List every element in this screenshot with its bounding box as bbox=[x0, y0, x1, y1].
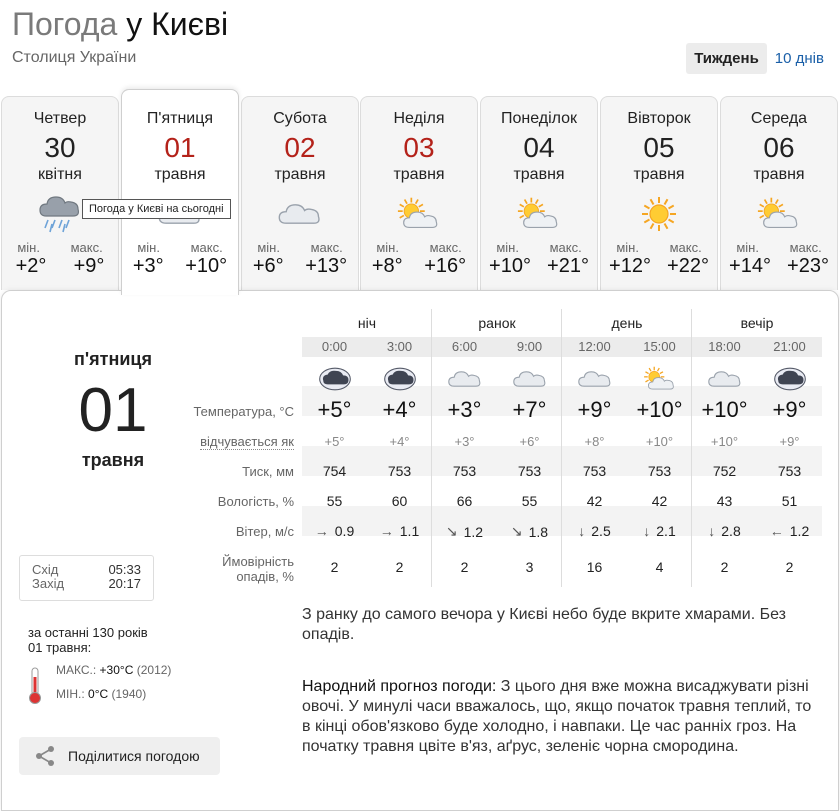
min-temp: +6° bbox=[252, 255, 284, 277]
hour-icon-cell bbox=[627, 361, 692, 397]
row-label-pressure bbox=[152, 464, 294, 479]
history-max-year: (2012) bbox=[136, 663, 172, 677]
hour-temp: +10° bbox=[701, 397, 748, 422]
min-temp: +3° bbox=[132, 255, 164, 277]
hour-pressure: 753 bbox=[582, 463, 607, 479]
hour-feels: +8° bbox=[584, 434, 605, 449]
max-label: макс. bbox=[190, 240, 223, 255]
share-label: Поділитися погодою bbox=[68, 748, 200, 764]
day-tab-name: Четвер bbox=[33, 110, 87, 127]
folk-text: З цього дня вже можна висаджувати різні овочі. У минулі часи вважалось, що, якщо початок травня теплий, то в кінці обов'язково буде холодно, і навпаки. Це час ранніх гроз. На початку травня цвіте в'яз, аґрус, зеленіє чорна смородина. bbox=[302, 678, 812, 755]
hour-wind bbox=[367, 523, 432, 539]
hour-wind bbox=[562, 523, 627, 539]
hour-pressure: 754 bbox=[322, 463, 347, 479]
cloud-icon bbox=[692, 361, 757, 397]
hour-icon-cell bbox=[562, 361, 627, 397]
history-line1: за останні 130 років bbox=[28, 625, 148, 640]
cloud-icon bbox=[432, 361, 497, 397]
hour-precip: 4 bbox=[655, 559, 664, 575]
week-button[interactable]: Тиждень bbox=[686, 43, 767, 74]
thermometer-icon bbox=[28, 667, 42, 705]
min-temp: +10° bbox=[489, 255, 531, 277]
tooltip: Погода у Києві на сьогодні bbox=[82, 199, 231, 219]
hour-time: 9:00 bbox=[516, 339, 543, 354]
hour-temp: +4° bbox=[382, 397, 417, 422]
sun-icon bbox=[601, 190, 717, 238]
hour-wind bbox=[302, 523, 367, 539]
day-tab-number: 01 bbox=[164, 132, 196, 163]
hour-temp: +3° bbox=[447, 397, 482, 422]
title-city: у Києві bbox=[126, 6, 229, 42]
min-label: мін. bbox=[257, 240, 280, 255]
page-title bbox=[12, 6, 228, 43]
hour-wind bbox=[432, 523, 497, 540]
day-tab-name: П'ятниця bbox=[146, 110, 214, 127]
hour-icon-cell bbox=[497, 361, 562, 397]
period-label: вечір bbox=[740, 315, 774, 331]
history-heading bbox=[28, 625, 148, 655]
min-temp: +12° bbox=[609, 255, 651, 277]
row-label-precip-2: опадів, % bbox=[236, 569, 294, 584]
share-button[interactable] bbox=[19, 737, 220, 775]
day-tab-month: травня bbox=[513, 166, 565, 183]
day-tab-month: травня bbox=[274, 166, 326, 183]
wind-direction-icon: → bbox=[314, 523, 329, 539]
max-temp: +16° bbox=[424, 255, 467, 277]
selected-day-name: п'ятниця bbox=[74, 349, 152, 369]
max-label: макс. bbox=[310, 240, 343, 255]
wind-direction-icon: → bbox=[379, 523, 394, 539]
max-label: макс. bbox=[429, 240, 462, 255]
hour-precip: 2 bbox=[330, 559, 339, 575]
hour-pressure: 753 bbox=[517, 463, 542, 479]
hour-time: 3:00 bbox=[386, 339, 413, 354]
wind-speed: 0.9 bbox=[334, 523, 355, 539]
max-label: макс. bbox=[669, 240, 702, 255]
hour-temp: +9° bbox=[577, 397, 612, 422]
day-tab-name: Вівторок bbox=[627, 110, 691, 127]
history-min-row bbox=[56, 687, 146, 701]
max-temp: +9° bbox=[73, 255, 105, 277]
hour-humidity: 66 bbox=[456, 493, 473, 509]
day-tab[interactable] bbox=[360, 96, 478, 290]
sun-cloud-icon bbox=[361, 190, 477, 238]
share-icon bbox=[34, 745, 56, 767]
sunset-label: Захід bbox=[32, 576, 65, 591]
hour-time: 12:00 bbox=[578, 339, 611, 354]
hour-precip: 3 bbox=[525, 559, 534, 575]
row-label-wind bbox=[152, 524, 294, 539]
hour-precip: 2 bbox=[460, 559, 469, 575]
day-tab[interactable] bbox=[480, 96, 598, 290]
day-tab[interactable] bbox=[1, 96, 119, 290]
wind-speed: 1.2 bbox=[463, 523, 484, 540]
folk-forecast bbox=[302, 677, 822, 757]
hour-humidity: 60 bbox=[391, 493, 408, 509]
hour-time: 0:00 bbox=[321, 339, 348, 354]
selected-day-number: 01 bbox=[78, 376, 148, 445]
day-tab[interactable] bbox=[241, 96, 359, 290]
day-tab-number: 30 bbox=[44, 132, 76, 163]
hour-wind bbox=[757, 523, 822, 539]
history-min-year: (1940) bbox=[111, 687, 147, 701]
day-tab-month: травня bbox=[633, 166, 685, 183]
wind-speed: 2.1 bbox=[656, 523, 676, 539]
hour-humidity: 51 bbox=[781, 493, 798, 509]
max-temp: +13° bbox=[305, 255, 348, 277]
hour-time: 18:00 bbox=[708, 339, 741, 354]
sunrise-label: Схід bbox=[32, 562, 59, 577]
hour-icon-cell bbox=[367, 361, 432, 397]
day-tab-month: квітня bbox=[38, 166, 82, 183]
hour-pressure: 752 bbox=[712, 463, 737, 479]
wind-speed: 1.2 bbox=[789, 523, 810, 539]
day-tab-number: 04 bbox=[523, 132, 555, 163]
hour-temp: +7° bbox=[512, 397, 547, 422]
hour-pressure: 753 bbox=[777, 463, 802, 479]
sun-cloud-icon bbox=[627, 361, 692, 397]
sunrise-sunset-box bbox=[19, 555, 154, 601]
row-label-humidity bbox=[152, 494, 294, 509]
row-label-pressure-text: Тиск, мм bbox=[242, 464, 294, 479]
day-tabs bbox=[0, 96, 840, 292]
hour-precip: 2 bbox=[720, 559, 729, 575]
day-tab-name: Понеділок bbox=[500, 110, 578, 127]
row-label-humidity-text: Вологість, % bbox=[217, 494, 294, 509]
hour-feels: +3° bbox=[454, 434, 475, 449]
min-label: мін. bbox=[616, 240, 639, 255]
row-label-temp bbox=[152, 404, 294, 419]
min-temp: +2° bbox=[15, 255, 47, 277]
hour-wind bbox=[497, 523, 562, 540]
cloud-icon bbox=[242, 190, 358, 238]
day-tab-number: 05 bbox=[643, 132, 675, 163]
hour-wind bbox=[627, 523, 692, 539]
day-tab[interactable] bbox=[600, 96, 718, 290]
hour-temp: +10° bbox=[636, 397, 683, 422]
hour-feels: +5° bbox=[324, 434, 345, 449]
hour-pressure: 753 bbox=[452, 463, 477, 479]
min-label: мін. bbox=[17, 240, 40, 255]
max-label: макс. bbox=[549, 240, 582, 255]
max-label: макс. bbox=[70, 240, 103, 255]
sun-cloud-icon bbox=[721, 190, 837, 238]
hour-precip: 16 bbox=[586, 559, 603, 575]
hour-icon-cell bbox=[302, 361, 367, 397]
row-label-precip bbox=[152, 554, 294, 584]
day-tab-month: травня bbox=[393, 166, 445, 183]
hour-feels: +4° bbox=[389, 434, 410, 449]
day-detail-panel bbox=[1, 290, 839, 811]
day-tab[interactable] bbox=[121, 89, 239, 295]
page-subtitle: Столиця України bbox=[12, 49, 137, 66]
hour-pressure: 753 bbox=[387, 463, 412, 479]
day-tab-name: Неділя bbox=[393, 110, 445, 127]
max-temp: +22° bbox=[667, 255, 709, 277]
min-label: мін. bbox=[137, 240, 160, 255]
row-label-temp-text: Температура, °C bbox=[193, 404, 294, 419]
folk-label: Народний прогноз погоди: bbox=[302, 678, 497, 695]
wind-direction-icon: ← bbox=[769, 523, 784, 539]
min-label: мін. bbox=[736, 240, 759, 255]
hour-time: 21:00 bbox=[773, 339, 806, 354]
hour-feels: +10° bbox=[710, 434, 739, 449]
day-tab-month: травня bbox=[753, 166, 805, 183]
period-label: ранок bbox=[478, 315, 516, 331]
sunrise-time: 05:33 bbox=[108, 562, 141, 577]
hour-humidity: 42 bbox=[586, 493, 603, 509]
period-label: день bbox=[611, 315, 643, 331]
title-word-weather: Погода bbox=[12, 6, 118, 42]
min-temp: +14° bbox=[729, 255, 771, 277]
day-tab-number: 03 bbox=[403, 132, 435, 163]
hour-feels: +9° bbox=[779, 434, 800, 449]
hour-icon-cell bbox=[757, 361, 822, 397]
hour-feels: +6° bbox=[519, 434, 540, 449]
day-tab-number: 02 bbox=[284, 132, 316, 163]
wind-direction-icon: ↘ bbox=[445, 523, 458, 539]
forecast-description: З ранку до самого вечора у Києві небо буде вкрите хмарами. Без опадів. bbox=[302, 606, 786, 643]
day-tab-name: Середа bbox=[750, 110, 808, 127]
sunset-time: 20:17 bbox=[108, 576, 141, 591]
day-tab[interactable] bbox=[720, 96, 838, 290]
history-min-label: МІН.: bbox=[56, 687, 85, 701]
row-label-feels bbox=[152, 434, 294, 449]
min-label: мін. bbox=[376, 240, 399, 255]
hour-time: 6:00 bbox=[451, 339, 478, 354]
hour-precip: 2 bbox=[395, 559, 404, 575]
min-temp: +8° bbox=[371, 255, 403, 277]
hour-icon-cell bbox=[692, 361, 757, 397]
wind-speed: 2.5 bbox=[591, 523, 611, 539]
hour-time: 15:00 bbox=[643, 339, 676, 354]
selected-day-month: травня bbox=[81, 450, 145, 470]
hour-humidity: 43 bbox=[716, 493, 733, 509]
wind-direction-icon: ↓ bbox=[578, 523, 586, 539]
hour-feels: +10° bbox=[645, 434, 674, 449]
history-max-value: +30°C bbox=[99, 663, 134, 677]
day-tab-number: 06 bbox=[763, 132, 795, 163]
row-label-precip-1: Ймовірність bbox=[222, 554, 294, 569]
period-label: ніч bbox=[357, 315, 377, 331]
cloud-icon bbox=[562, 361, 627, 397]
hour-pressure: 753 bbox=[647, 463, 672, 479]
hour-wind bbox=[692, 523, 757, 539]
max-temp: +10° bbox=[185, 255, 228, 277]
night-cloud-icon bbox=[757, 361, 822, 397]
cloud-icon bbox=[497, 361, 562, 397]
hour-temp: +5° bbox=[317, 397, 352, 422]
hour-temp: +9° bbox=[772, 397, 807, 422]
sun-cloud-icon bbox=[481, 190, 597, 238]
history-max-label: МАКС.: bbox=[56, 663, 97, 677]
history-line2: 01 травня: bbox=[28, 640, 92, 655]
hour-precip: 2 bbox=[785, 559, 794, 575]
hour-humidity: 42 bbox=[651, 493, 668, 509]
night-cloud-icon bbox=[367, 361, 432, 397]
history-min-value: 0°C bbox=[88, 687, 109, 701]
wind-direction-icon: ↓ bbox=[643, 523, 651, 539]
max-temp: +23° bbox=[787, 255, 829, 277]
max-label: макс. bbox=[789, 240, 822, 255]
hour-humidity: 55 bbox=[521, 493, 538, 509]
wind-speed: 1.8 bbox=[528, 523, 549, 540]
row-label-feels-text[interactable]: відчувається як bbox=[200, 434, 294, 449]
row-label-wind-text: Вітер, м/с bbox=[235, 524, 294, 539]
night-cloud-icon bbox=[302, 361, 367, 397]
wind-speed: 2.8 bbox=[721, 523, 741, 539]
day-tab-month: травня bbox=[154, 166, 206, 183]
max-temp: +21° bbox=[547, 255, 589, 277]
ten-days-link[interactable]: 10 днів bbox=[774, 50, 824, 67]
hour-humidity: 55 bbox=[326, 493, 343, 509]
range-switch bbox=[686, 43, 832, 74]
min-label: мін. bbox=[496, 240, 519, 255]
day-tab-name: Субота bbox=[273, 110, 327, 127]
wind-direction-icon: ↓ bbox=[708, 523, 716, 539]
wind-speed: 1.1 bbox=[399, 523, 420, 539]
history-max-row bbox=[56, 663, 171, 677]
wind-direction-icon: ↘ bbox=[510, 523, 523, 539]
hour-icon-cell bbox=[432, 361, 497, 397]
